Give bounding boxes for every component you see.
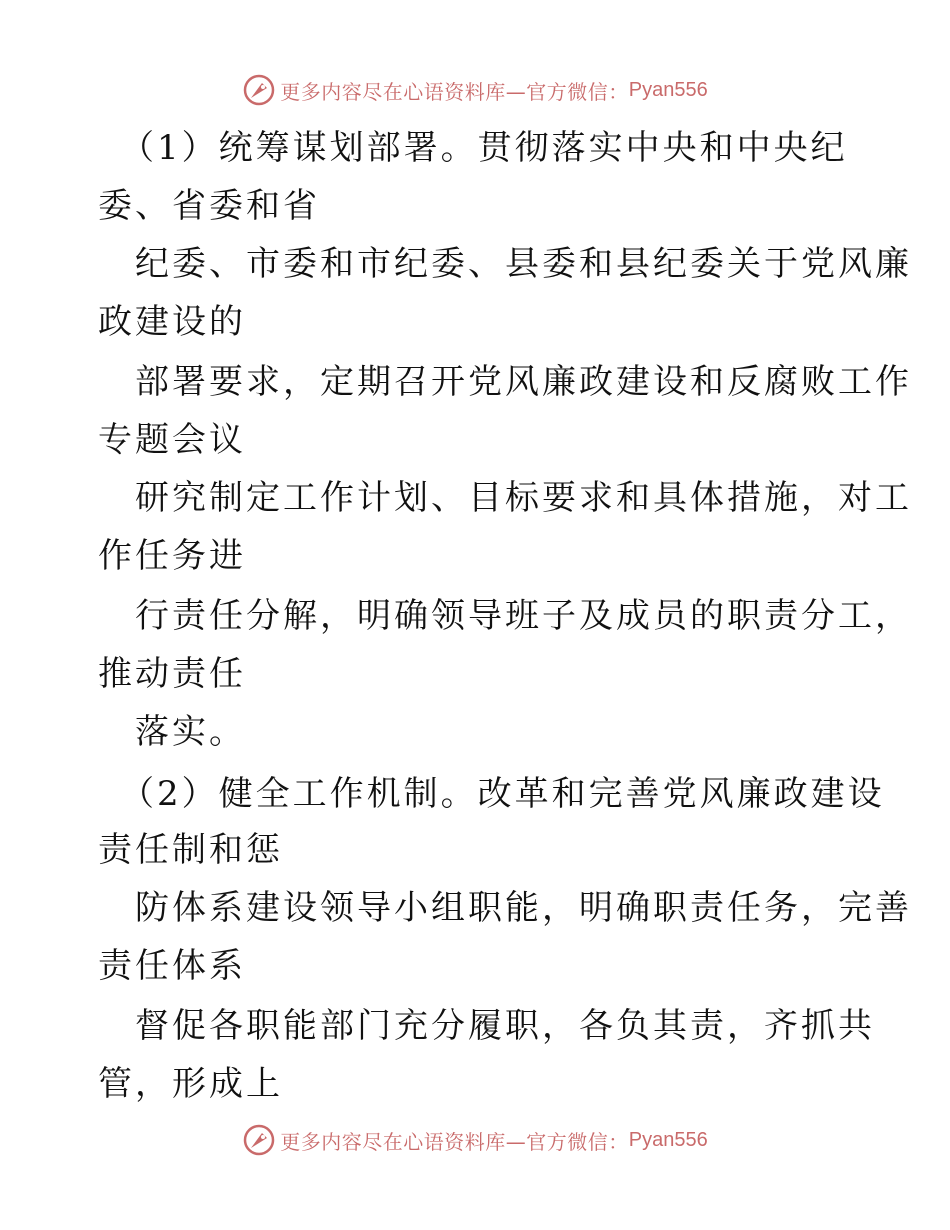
header-watermark	[0, 70, 950, 110]
watermark-text: 更多内容尽在心语资料库—官方微信：	[280, 1129, 629, 1154]
paragraph-1-line-8: 作任务进	[98, 536, 246, 576]
paragraph-2-line-5: 督促各职能部门充分履职，各负其责，齐抓共	[135, 1006, 875, 1046]
paragraph-1-line-4: 政建设的	[98, 302, 246, 342]
paragraph-1-line-2: 委、省委和省	[98, 186, 320, 226]
watermark-text: 更多内容尽在心语资料库—官方微信：	[280, 79, 629, 104]
paragraph-2-line-1: （2）健全工作机制。改革和完善党风廉政建设	[120, 774, 885, 814]
paragraph-2-line-6: 管，形成上	[98, 1064, 283, 1104]
paragraph-2-line-3: 防体系建设领导小组职能，明确职责任务，完善	[135, 888, 912, 928]
watermark-id: Pyan556	[628, 78, 708, 101]
paragraph-1-line-10: 推动责任	[98, 654, 246, 694]
pen-nib-logo-icon	[242, 1123, 276, 1157]
footer-watermark	[0, 1120, 950, 1160]
paragraph-1-line-1: （1）统筹谋划部署。贯彻落实中央和中央纪	[120, 128, 848, 168]
paragraph-2-line-4: 责任体系	[98, 946, 246, 986]
paragraph-1-line-6: 专题会议	[98, 420, 246, 460]
paragraph-2-line-2: 责任制和惩	[98, 830, 283, 870]
paragraph-1-line-3: 纪委、市委和市纪委、县委和县纪委关于党风廉	[135, 244, 912, 284]
paragraph-1-line-5: 部署要求，定期召开党风廉政建设和反腐败工作	[135, 362, 912, 402]
paragraph-1-line-11: 落实。	[135, 712, 246, 752]
pen-nib-logo-icon	[242, 73, 276, 107]
watermark-id: Pyan556	[628, 1128, 708, 1151]
paragraph-1-line-7: 研究制定工作计划、目标要求和具体措施，对工	[135, 478, 912, 518]
paragraph-1-line-9: 行责任分解，明确领导班子及成员的职责分工，	[135, 596, 912, 636]
